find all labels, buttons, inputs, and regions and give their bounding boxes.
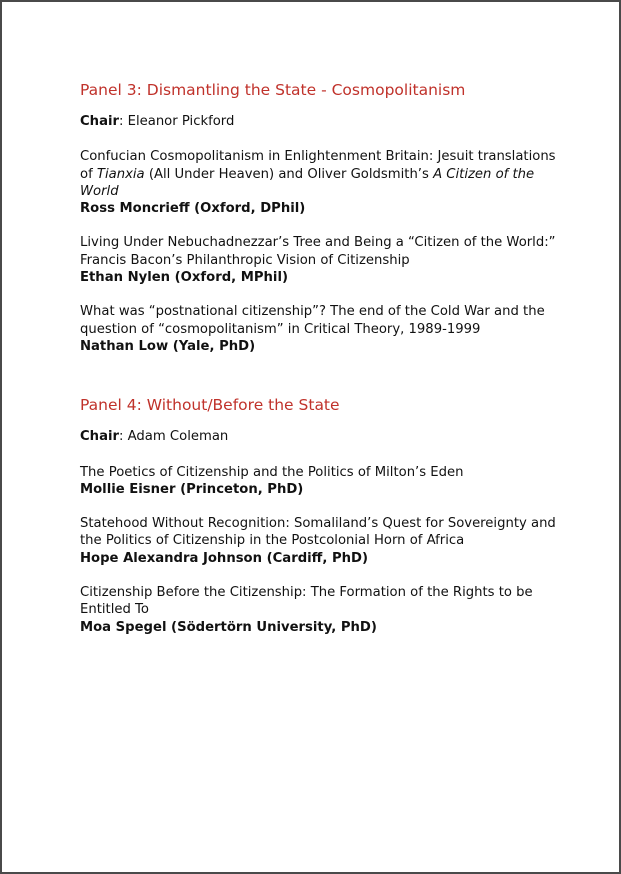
paper-entry — [80, 584, 570, 636]
paper-author: Mollie Eisner (Princeton, PhD) — [80, 481, 304, 497]
panel-3 — [80, 80, 570, 355]
panel-title: Panel 4: Without/Before the State — [80, 396, 340, 415]
paper-entry — [80, 515, 570, 567]
chair-name: : Adam Coleman — [119, 429, 229, 445]
panel-title: Panel 3: Dismantling the State - Cosmopolitanism — [80, 81, 466, 99]
paper-title-italic: Tianxia — [96, 166, 145, 182]
paper-title: What was “postnational citizenship”? The end of the Cold War and the question of “cosmopolitanism” in Critical Theory, 1989-1999 — [80, 304, 545, 337]
chair-name: : Eleanor Pickford — [119, 114, 235, 129]
paper-author: Ross Moncrieff (Oxford, DPhil) — [80, 201, 306, 217]
paper-author: Ethan Nylen (Oxford, MPhil) — [80, 270, 288, 286]
paper-title-italic: A Citizen of the World — [80, 166, 535, 199]
paper-title: Statehood Without Recognition: Somaliland’s Quest for Sovereignty and the Politics of Citizenship in the Postcolonial Horn of Africa — [80, 516, 556, 549]
paper-title: The Poetics of Citizenship and the Politics of Milton’s Eden — [80, 464, 464, 480]
paper-title: Citizenship Before the Citizenship: The Formation of the Rights to be Entitled To — [80, 585, 533, 618]
paper-title-part: (All Under Heaven) and Oliver Goldsmith’s — [144, 166, 434, 182]
paper-author: Nathan Low (Yale, PhD) — [80, 338, 256, 354]
panel-chair — [80, 113, 570, 130]
chair-label: Chair — [80, 114, 119, 129]
paper-title-part: Confucian Cosmopolitanism in Enlightenment Britain: Jesuit translations of — [80, 149, 556, 182]
paper-author: Moa Spegel (Södertörn University, PhD) — [80, 619, 377, 635]
paper-title — [80, 149, 556, 199]
panel-4 — [80, 395, 570, 636]
paper-entry — [80, 303, 570, 355]
document-content — [80, 80, 570, 636]
panel-chair — [80, 428, 570, 445]
paper-entry — [80, 234, 570, 286]
chair-label: Chair — [80, 429, 119, 445]
paper-title: Living Under Nebuchadnezzar’s Tree and Being a “Citizen of the World:” Francis Bacon’s Philanthropic Vision of Citizenship — [80, 235, 556, 268]
paper-entry — [80, 464, 570, 499]
paper-author: Hope Alexandra Johnson (Cardiff, PhD) — [80, 550, 368, 566]
paper-entry — [80, 148, 570, 217]
